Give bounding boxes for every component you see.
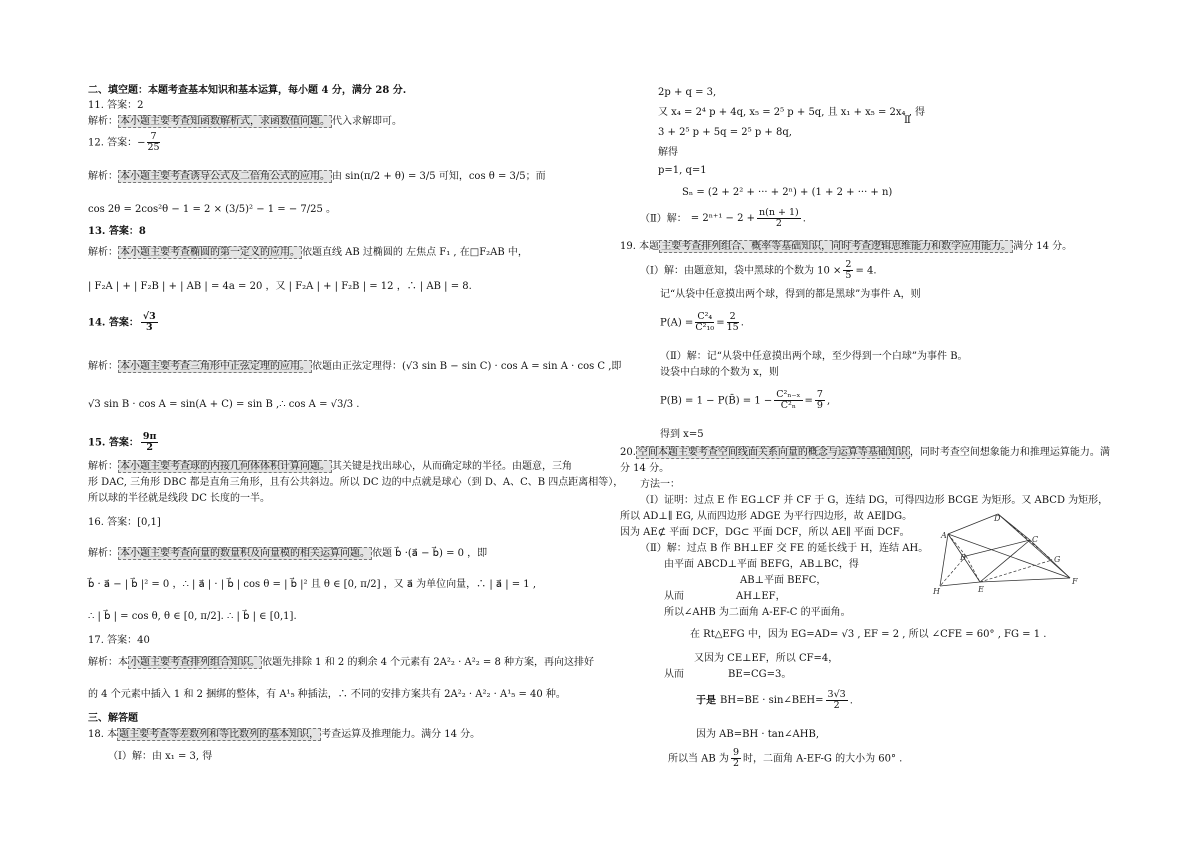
fraction: [147, 132, 159, 154]
geometry-figure: [930, 512, 1100, 608]
analysis-label: 解析：: [88, 116, 118, 127]
analysis-label: 解析：本: [88, 657, 128, 668]
white-count: 设袋中白球的个数为 x，则: [660, 367, 779, 378]
event-b: （Ⅱ）解：记“从袋中任意摸出两个球，至少得到一个白球”为事件 B。: [660, 351, 968, 362]
thus-label: 从而: [664, 669, 684, 680]
highlight-box: 本小题主要考查向量的数量积及向量模的相关运算问题。: [120, 548, 370, 559]
solution-20-line6: 在 Rt△EFG 中，因为 EG=AD= √3 , EF = 2 , 所以 ∠CFE = 60° , FG = 1 .: [690, 629, 1047, 640]
period: .: [740, 317, 744, 329]
analysis-13: [88, 246, 528, 260]
numerator: √3: [142, 311, 156, 322]
answer-15: [88, 432, 160, 454]
label-C: C: [1032, 535, 1039, 544]
result-19: 得到 x=5: [660, 429, 704, 440]
thus-text: AH⊥EF，: [736, 591, 786, 602]
label-H: H: [933, 587, 940, 596]
solution-20-line8: [664, 668, 791, 682]
label-F: F: [1072, 577, 1078, 586]
fraction: [731, 748, 741, 770]
answer-label: 14. 答案：: [88, 317, 139, 329]
solution-19-part1: [640, 260, 877, 282]
solution-heading: 三、解答题: [88, 713, 138, 724]
highlight-box: 主要考查排列组合、概率等基础知识，同时考查逻辑思维能力和数学应用能力。: [661, 241, 1012, 252]
denominator: C²ₙ: [780, 400, 796, 412]
analysis-label: 解析：: [88, 548, 118, 559]
analysis-label: 解析：: [88, 171, 118, 182]
highlight-box: 本小题主要考查椭圆的第一定义的应用。: [120, 247, 300, 258]
analysis-15-line2: 形 DAC, 三角形 DBC 都是直角三角形，且有公共斜边。所以 DC 边的中点就是球心（到 D、A、C、B 四点距离相等），: [88, 477, 624, 488]
highlight-box: 本小题主要考查球的内接几何体体积计算问题。: [120, 461, 330, 472]
prob-a: [660, 312, 744, 334]
label-D: D: [994, 514, 1001, 523]
analysis-15-line3: 所以球的半径就是线段 DC 长度的一半。: [88, 493, 271, 504]
analysis-14: [88, 360, 621, 374]
fraction: [843, 260, 853, 282]
fraction: [757, 208, 801, 230]
highlight-box: 空间本题主要考查空间线面关系向量的概念与运算等基础知识: [637, 447, 908, 458]
solution-18-part1: （Ⅰ）解：由 x₁ = 3, 得: [108, 751, 213, 762]
denominator: 2: [775, 218, 782, 230]
solution-20-line2: 由平面 ABCD⊥平面 BEFG，AB⊥BC，得: [664, 559, 859, 570]
fraction: [727, 312, 739, 334]
analysis-label: 解析：: [88, 247, 118, 258]
analysis-17-line2: 的 4 个元素中插入 1 和 2 捆绑的整体，有 A¹₅ 种插法，∴ 不同的安排方案共有 2A²₂ · A²₂ · A¹₅ = 40 种。: [88, 689, 566, 700]
problem-text: 考查运算及推理能力。满分 14 分。: [321, 729, 481, 740]
answer-label: 15. 答案：: [88, 437, 139, 449]
analysis-label: 解析：: [88, 361, 118, 372]
numerator: C²ₙ₋ₓ: [776, 389, 801, 400]
solution-text: = 4.: [855, 265, 877, 277]
thus-label: 从而: [664, 591, 684, 602]
edge-AH: [940, 534, 948, 586]
numerator: 7: [147, 132, 159, 143]
answer-12: [88, 132, 162, 154]
fraction: [774, 390, 802, 412]
label-A: A: [941, 531, 947, 540]
prob-b: [660, 390, 830, 412]
answer-17: 17. 答案：40: [88, 635, 150, 646]
solution-20-line5: 所以∠AHB 为二面角 A-EF-C 的平面角。: [664, 607, 851, 618]
analysis-text: 由 sin(π/2 + θ) = 3/5 可知，cos θ = 3/5；而: [332, 171, 546, 182]
numerator: 9: [732, 747, 739, 758]
comma: ,: [826, 395, 831, 407]
analysis-text: 依题先排除 1 和 2 的剩余 4 个元素有 2A²₂ · A²₂ = 8 种方案，再向这排好: [262, 657, 594, 668]
part-label: （Ⅱ）解：: [640, 213, 687, 225]
answer-11: 11. 答案：2: [88, 100, 144, 111]
analysis-17: [88, 656, 594, 670]
denominator: 3: [146, 322, 153, 334]
conclusion-text: 所以当 AB 为: [668, 753, 729, 765]
solution-20-line3: AB⊥平面 BEFC，: [740, 575, 827, 586]
eq-r02: 又 x₄ = 2⁴ p + 4q, x₅ = 2⁵ p + 5q, 且 x₁ + x₅ = 2x₄ , 得: [658, 107, 926, 118]
problem-text: 满分 14 分。: [1013, 241, 1073, 252]
problem-label: 19. 本题: [620, 241, 660, 252]
fraction: [815, 390, 825, 412]
formula-16a: b⃗ · a⃗ − | b⃗ |² = 0 ，∴ | a⃗ | · | b⃗ | cos θ = | b⃗ |² 且 θ ∈ [0, π/2] ，又 a⃗ 为单位向量，∴ | a⃗ | = 1 ,: [88, 579, 537, 590]
solution-20-line9: [696, 690, 853, 712]
highlight-box: 本小题主要考查三角形中正弦定理的应用。: [120, 361, 310, 372]
denominator: 9: [816, 400, 823, 412]
label-B: B: [960, 553, 966, 562]
event-a: 记“从袋中任意摸出两个球，得到的都是黑球”为事件 A，则: [660, 289, 921, 300]
prob-lhs: P(B) = 1 − P(B̄) = 1 −: [660, 395, 773, 407]
solution-20-line1: （Ⅱ）解：过点 B 作 BH⊥EF 交 FE 的延长线于 H，连结 AH。: [640, 543, 929, 554]
solution-20-line11: [668, 748, 902, 770]
prob-lhs: P(A) =: [660, 317, 694, 329]
problem-20-line2: 分 14 分。: [620, 463, 670, 474]
problem-20: [620, 446, 1110, 460]
analysis-15: [88, 460, 572, 474]
part-mark: Ⅱ: [904, 115, 911, 126]
denominator: C²₁₀: [695, 322, 715, 334]
eq-r01: 2p + q = 3,: [658, 87, 717, 98]
denominator: 5: [845, 270, 852, 282]
conclusion-text: 时，二面角 A-EF-G 的大小为 60° .: [742, 753, 903, 765]
edge-EF: [980, 578, 1070, 582]
eq-r05: p=1, q=1: [658, 165, 707, 176]
formula-16b: ∴ | b⃗ | = cos θ, θ ∈ [0, π/2]. ∴ | b⃗ | ∈ [0,1].: [88, 611, 297, 622]
formula-14: √3 sin B · cos A = sin(A + C) = sin B ,∴ cos A = √3/3 .: [88, 399, 360, 410]
analysis-11: [88, 115, 402, 129]
solution-20-line7: 又因为 CE⊥EF，所以 CF=4，: [694, 653, 839, 664]
method-one: 方法一：: [640, 479, 680, 490]
solution-20-line4: [664, 590, 786, 604]
fill-in-heading: 二、填空题：本题考查基本知识和基本运算，每小题 4 分，满分 28 分.: [88, 85, 407, 96]
fraction: [141, 312, 158, 334]
highlight-box: 本小题主要考查诱导公式及二倍角公式的应用。: [120, 171, 330, 182]
numerator: n(n + 1): [759, 207, 799, 218]
answer-13: 13. 答案：8: [88, 226, 146, 237]
so-label: 于是: [696, 695, 716, 707]
expression: BH=BE · sin∠BEH=: [720, 695, 824, 707]
eq-r03: 3 + 2⁵ p + 5q = 2⁵ p + 8q,: [658, 127, 792, 138]
highlight-box: 本小题主要考查知函数解析式，求函数值问题。: [120, 116, 330, 127]
analysis-label: 解析：: [88, 461, 118, 472]
equals: =: [804, 395, 813, 407]
expression: = 2ⁿ⁺¹ − 2 +: [690, 213, 755, 225]
numerator: 2: [845, 259, 852, 270]
numerator: 3√3: [827, 689, 846, 700]
answer-label: 12. 答案：−: [88, 137, 146, 149]
fraction: [826, 690, 848, 712]
denominator: 15: [726, 322, 739, 334]
problem-label: 20.: [620, 447, 636, 458]
answer-14: [88, 312, 160, 334]
edge-HE: [940, 582, 980, 586]
proof-20-line1: （Ⅰ）证明：过点 E 作 EG⊥CF 并 CF 于 G，连结 DG，可得四边形 BCGE 为矩形。又 ABCD 为矩形，: [640, 495, 1109, 506]
edge-AD: [948, 514, 998, 534]
analysis-text: 其关键是找出球心，从而确定球的半径。由题意，三角: [332, 461, 572, 472]
analysis-text: 依题 b⃗ ·(a⃗ − b⃗) = 0 ，即: [372, 548, 488, 559]
numerator: C²₄: [697, 311, 713, 322]
denominator: 2: [833, 700, 840, 712]
analysis-text: 依题直线 AB 过椭圆的 左焦点 F₁ , 在□F₂AB 中，: [302, 247, 528, 258]
highlight-box: 题主要考查等差数列和等比数列的基本知识，: [119, 729, 320, 740]
denominator: 2: [732, 758, 739, 770]
eq-r06: Sₙ = (2 + 2² + ··· + 2ⁿ) + (1 + 2 + ··· + n): [682, 187, 893, 198]
numerator: 2: [727, 312, 739, 323]
numerator: 7: [816, 389, 823, 400]
highlight-box: 小题主要考查排列组合知识。: [130, 657, 260, 668]
thus-text: BE=CG=3。: [728, 669, 792, 680]
edge-DG: [998, 514, 1052, 560]
denominator: 25: [147, 142, 160, 154]
problem-19: [620, 240, 1072, 254]
fraction: [141, 432, 159, 454]
label-G: G: [1054, 555, 1061, 564]
period: .: [849, 695, 853, 707]
formula-13: | F₂A | + | F₂B | + | AB | = 4a = 20 ，又 | F₂A | + | F₂B | = 12 ，∴ | AB | = 8.: [88, 281, 472, 292]
problem-18: [88, 728, 480, 742]
analysis-text: 代入求解即可。: [332, 116, 402, 127]
analysis-16: [88, 547, 487, 561]
numerator: 9π: [142, 431, 157, 442]
edge-DF: [998, 514, 1070, 578]
proof-20-line3: 因为 AE⊄ 平面 DCF，DG⊂ 平面 DCF，所以 AE∥ 平面 DCF。: [620, 527, 910, 538]
edge-CF: [1030, 540, 1070, 578]
solution-20-line10: 因为 AB=BH · tan∠AHB,: [696, 729, 820, 740]
analysis-text: 依题由正弦定理得：(√3 sin B − sin C) · cos A = sin A · cos C ,即: [312, 361, 622, 372]
problem-text: ，同时考查空间想象能力和推理运算能力。满: [909, 447, 1110, 458]
label-E: E: [978, 585, 984, 594]
analysis-12: [88, 170, 546, 184]
problem-label: 18. 本: [88, 729, 118, 740]
eq-r07: （Ⅱ）解： = 2ⁿ⁺¹ − 2 + $\frac{n(n + 1)}{2}$ .: [640, 207, 806, 230]
answer-16: 16. 答案：[0,1]: [88, 517, 161, 528]
eq-r04: 解得: [658, 147, 678, 158]
solution-text: （Ⅰ）解：由题意知，袋中黑球的个数为 10 ×: [640, 265, 842, 277]
denominator: 2: [146, 442, 153, 454]
formula-12: cos 2θ = 2cos²θ − 1 = 2 × (3/5)² − 1 = − 7/25 。: [88, 204, 337, 215]
edge-BE: [966, 556, 980, 582]
equals: =: [716, 317, 725, 329]
edge-EG: [980, 560, 1052, 582]
proof-20-line2: 所以 AD⊥∥ EG, 从而四边形 ADGE 为平行四边形，故 AE∥DG。: [620, 511, 913, 522]
fraction: [695, 312, 714, 334]
